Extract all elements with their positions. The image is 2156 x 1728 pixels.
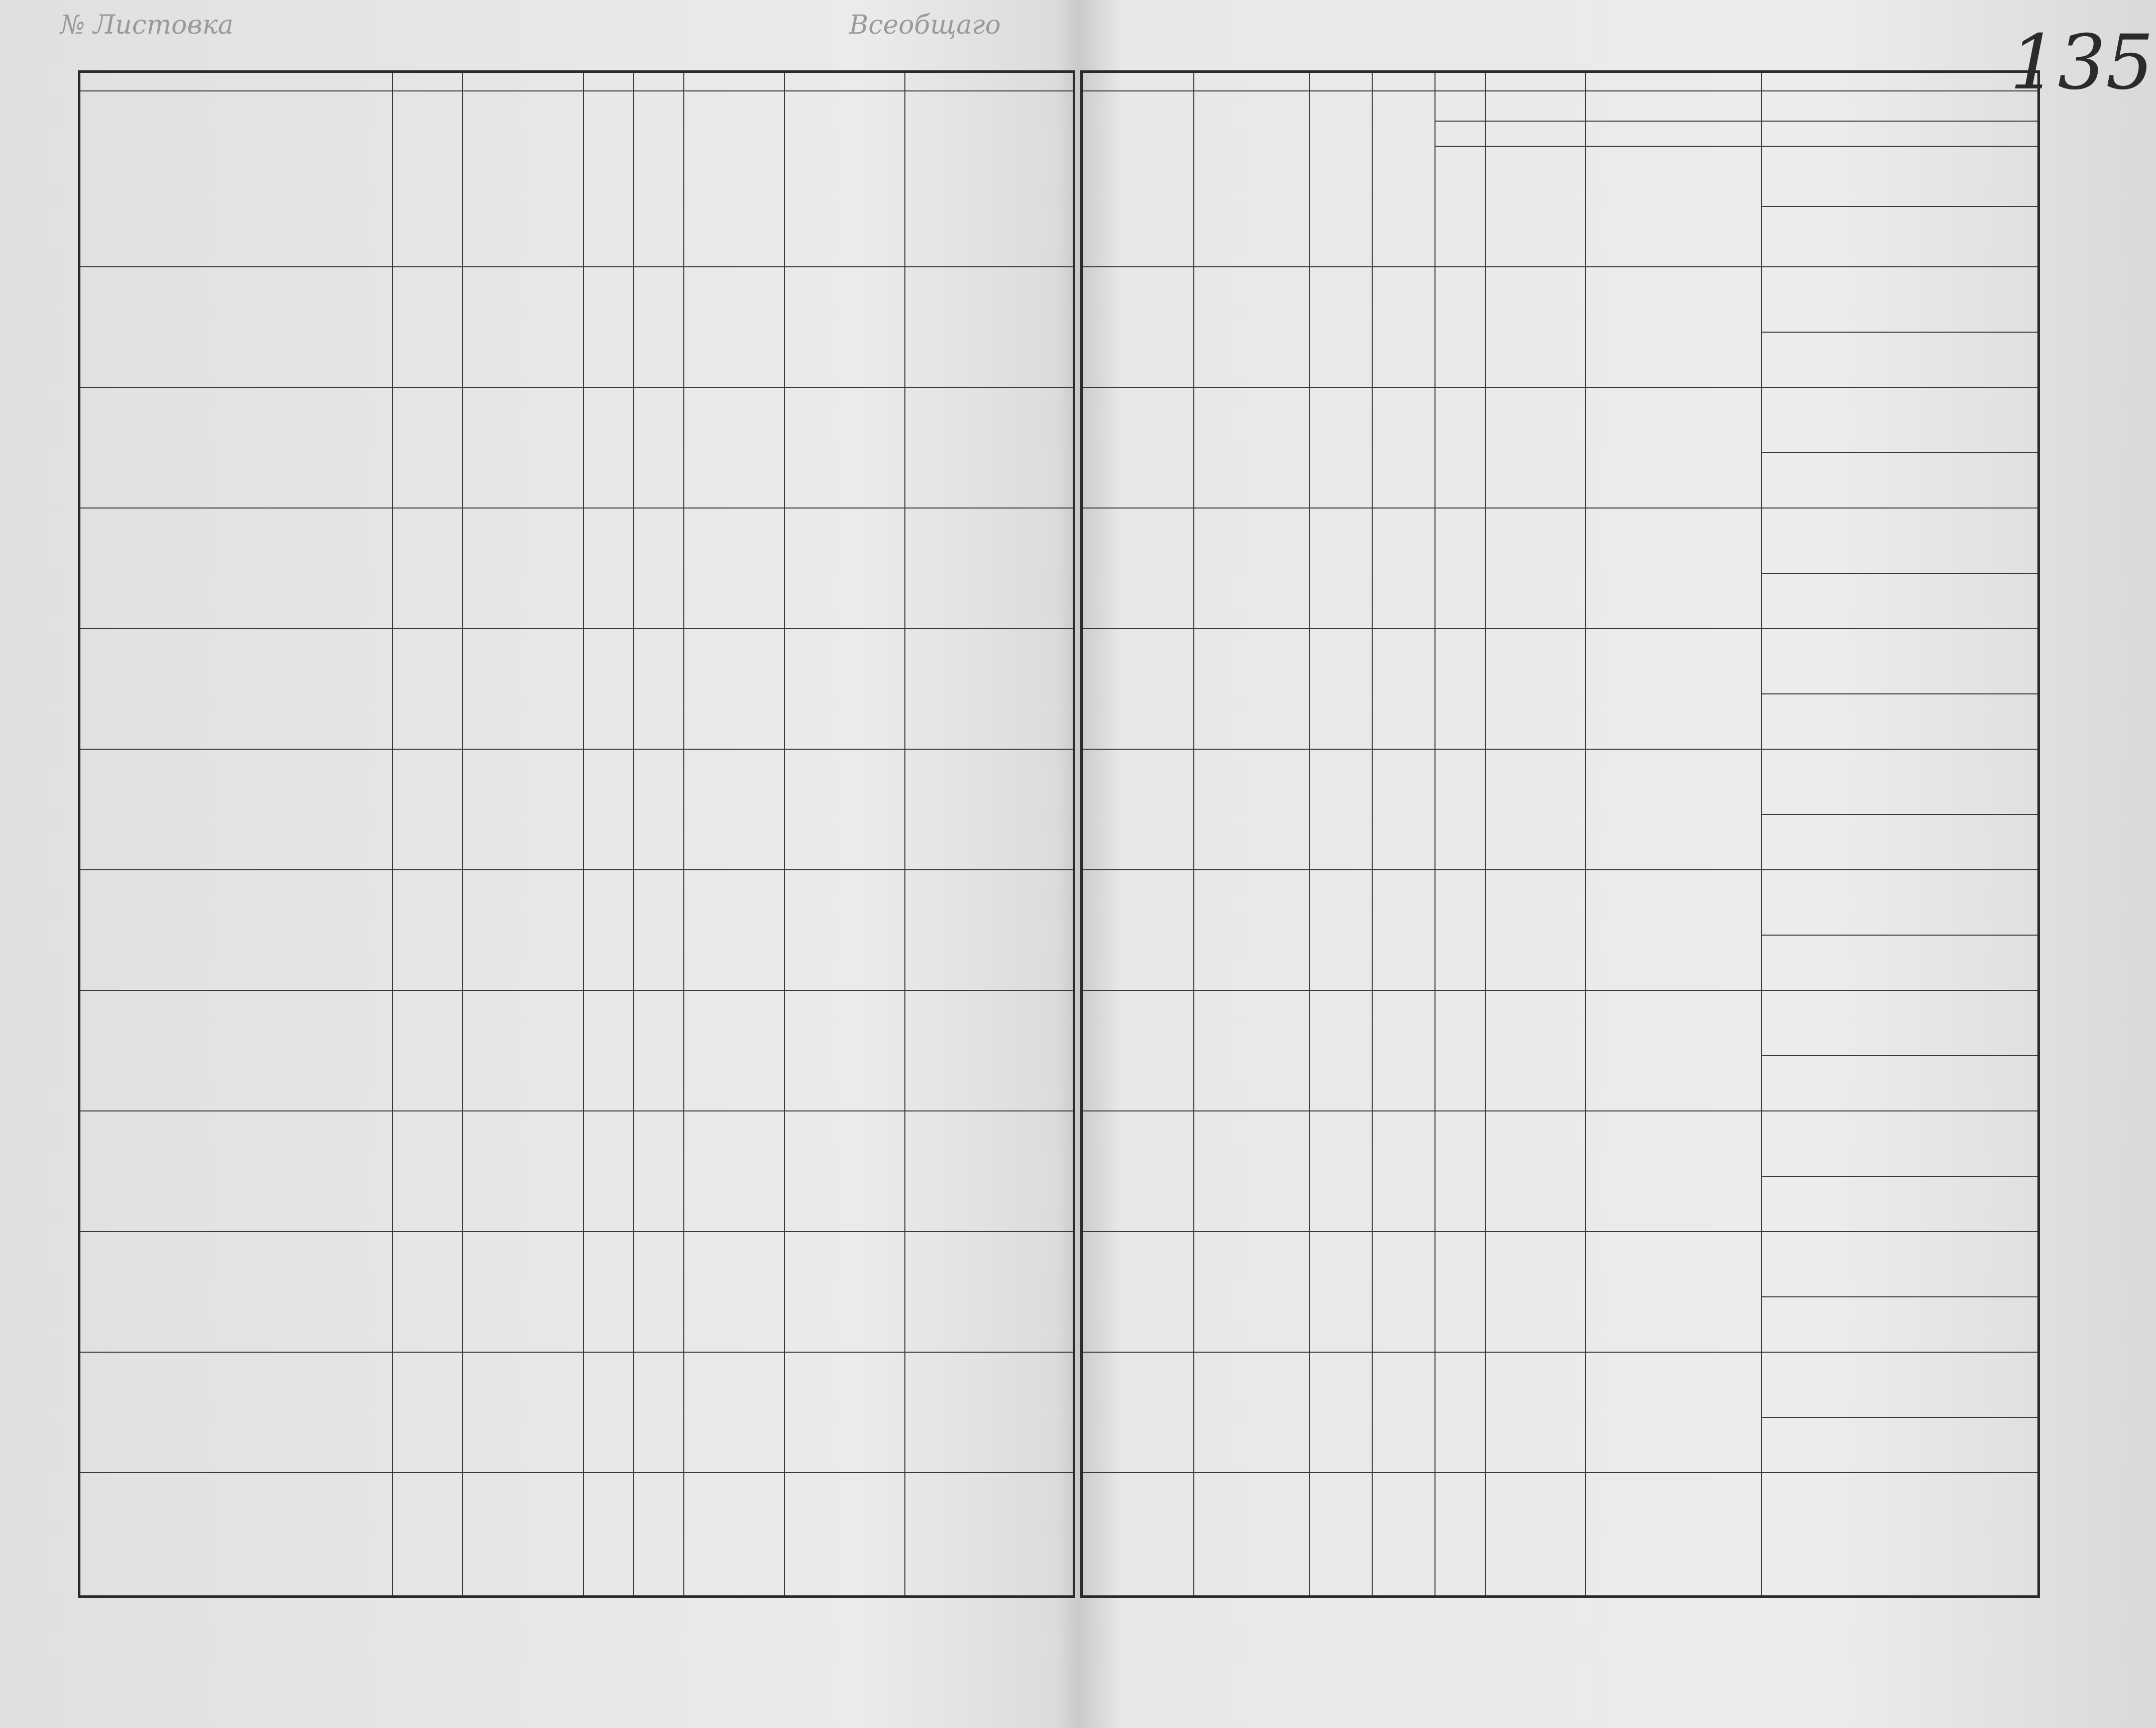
col-rule: [1309, 73, 1310, 1595]
sub-header: [1588, 163, 1758, 264]
column-header: [1585, 95, 2037, 116]
header-rule: [80, 266, 1073, 267]
col-rule: [683, 73, 684, 1595]
col-rule: [462, 73, 463, 1595]
col-rule: [1761, 73, 1762, 1595]
sub-header: [1764, 219, 2034, 249]
header-rule: [1585, 146, 2037, 147]
column-header: [1375, 118, 1431, 261]
row-rule: [80, 507, 1073, 509]
row-rule: [80, 628, 1073, 629]
column-header: [465, 103, 580, 261]
row-rule: [80, 990, 1073, 991]
row-subrule: [1761, 1055, 2037, 1056]
row-subrule: [1761, 814, 2037, 815]
col-rule: [392, 73, 393, 1595]
row-subrule: [1761, 1176, 2037, 1177]
sub-header: [1488, 153, 1582, 264]
row-rule: [80, 387, 1073, 388]
col-rule: [784, 73, 785, 1595]
header-top-center: Всеобщаго: [849, 10, 1001, 40]
page-number: 135: [2010, 19, 2154, 107]
header-top-left: № Листовка: [60, 10, 234, 40]
column-header: [395, 103, 459, 261]
column-header: [1086, 118, 1190, 261]
col-rule: [1434, 73, 1435, 1595]
header-rule: [1434, 146, 1585, 147]
sub-header: [1436, 153, 1483, 264]
row-rule: [1083, 869, 2037, 870]
column-header: [907, 103, 1070, 261]
row-rule: [1083, 387, 2037, 388]
row-subrule: [1761, 332, 2037, 333]
header-rule: [1083, 90, 2037, 91]
column-header: [636, 103, 680, 261]
header-rule: [1761, 206, 2037, 207]
column-header: [787, 103, 901, 261]
col-rule: [904, 73, 905, 1595]
row-rule: [1083, 749, 2037, 750]
row-rule: [80, 1352, 1073, 1353]
header-rule: [1083, 266, 2037, 267]
row-rule: [80, 1472, 1073, 1473]
row-rule: [80, 869, 1073, 870]
row-rule: [80, 1110, 1073, 1111]
row-subrule: [1761, 1296, 2037, 1297]
header-rule: [1434, 121, 1585, 122]
row-subrule: [1761, 573, 2037, 574]
column-header: [1196, 118, 1306, 261]
column-header: [83, 103, 389, 261]
column-header: [1312, 118, 1369, 261]
col-rule: [1193, 73, 1194, 1595]
column-header: [686, 103, 781, 261]
left-page-table: [78, 70, 1075, 1598]
sub-header: [1764, 168, 2034, 198]
row-rule: [1083, 507, 2037, 509]
row-rule: [1083, 1472, 2037, 1473]
row-rule: [80, 749, 1073, 750]
column-header: [586, 103, 630, 261]
row-subrule: [1761, 1417, 2037, 1418]
row-subrule: [1761, 935, 2037, 936]
col-rule: [1485, 73, 1486, 1595]
row-rule: [1083, 1231, 2037, 1232]
row-subrule: [1761, 452, 2037, 453]
row-rule: [1083, 990, 2037, 991]
col-rule: [633, 73, 634, 1595]
col-rule: [583, 73, 584, 1595]
row-rule: [80, 1231, 1073, 1232]
col-rule: [1372, 73, 1373, 1595]
right-page-table: [1080, 70, 2040, 1598]
row-rule: [1083, 1352, 2037, 1353]
header-rule: [80, 90, 1073, 91]
row-rule: [1083, 1110, 2037, 1111]
column-header: [1434, 95, 1585, 116]
row-subrule: [1761, 693, 2037, 694]
col-rule: [1585, 73, 1586, 1595]
row-rule: [1083, 628, 2037, 629]
header-rule: [1585, 121, 2037, 122]
